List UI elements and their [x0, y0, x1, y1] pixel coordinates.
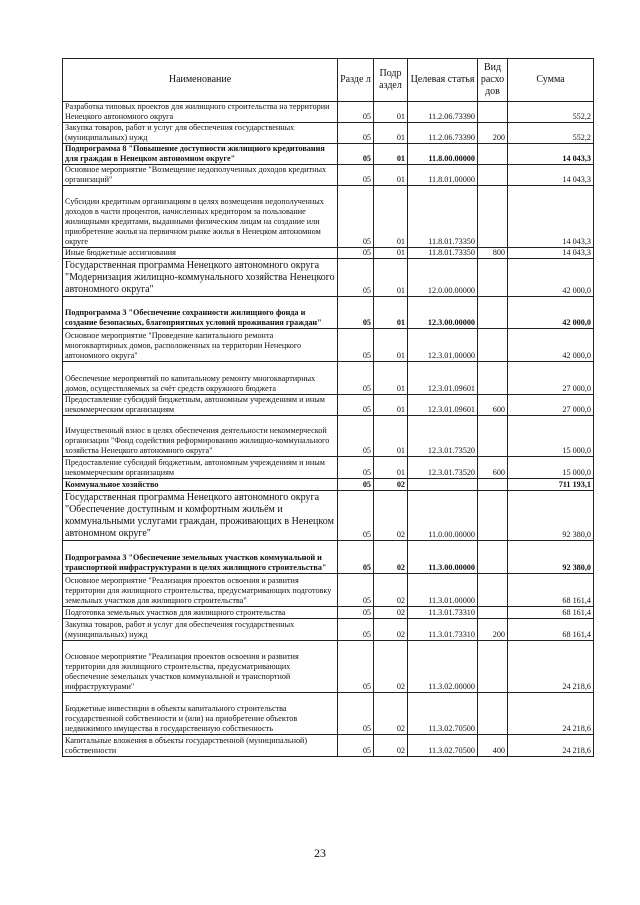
row-razdel: 05 — [338, 641, 374, 693]
row-vid — [478, 362, 508, 395]
table-row — [63, 248, 594, 259]
row-sum: 24 218,6 — [508, 641, 594, 693]
row-vid: 200 — [478, 619, 508, 641]
row-name: Бюджетные инвестиции в объекты капитального строительства государственной собственности и (или) на приобретение объектов недвижимого имущества в государственную собственность — [63, 693, 338, 735]
row-target: 11.0.00.00000 — [408, 491, 478, 541]
row-vid: 800 — [478, 248, 508, 259]
row-target: 11.3.01.00000 — [408, 574, 478, 607]
row-name: Имущественный взнос в целях обеспечения деятельности некоммерческой организации "Фонд содействия реформированию жилищно-коммунального хозяйства Ненецкого автономного округа" — [63, 416, 338, 457]
row-name: Государственная программа Ненецкого автономного округа "Обеспечение доступным и комфортным жильём и коммунальными услугами граждан, проживающих в Ненецком автономном округе" — [63, 491, 338, 541]
row-razdel: 05 — [338, 491, 374, 541]
header-vid: Вид расхо дов — [478, 59, 508, 102]
row-razdel: 05 — [338, 416, 374, 457]
table-row — [63, 165, 594, 186]
row-sum: 24 218,6 — [508, 735, 594, 757]
row-podrazdel: 02 — [374, 479, 408, 491]
row-name: Обеспечение мероприятий по капитальному ремонту многоквартирных домов, осуществляемых за счёт средств окружного бюджета — [63, 362, 338, 395]
table-row — [63, 574, 594, 607]
row-target: 11.3.02.70500 — [408, 735, 478, 757]
row-vid — [478, 541, 508, 574]
row-target: 11.8.01.00000 — [408, 165, 478, 186]
row-target: 11.3.02.70500 — [408, 693, 478, 735]
row-sum: 14 043,3 — [508, 165, 594, 186]
row-sum: 552,2 — [508, 102, 594, 123]
row-razdel: 05 — [338, 362, 374, 395]
row-razdel: 05 — [338, 248, 374, 259]
header-name: Наименование — [63, 59, 338, 102]
row-target: 11.8.01.73350 — [408, 186, 478, 248]
row-vid: 400 — [478, 735, 508, 757]
table-row — [63, 123, 594, 144]
row-sum: 27 000,0 — [508, 395, 594, 416]
row-name: Закупка товаров, работ и услуг для обеспечения государственных (муниципальных) нужд — [63, 123, 338, 144]
row-target: 11.3.01.73310 — [408, 619, 478, 641]
row-target: 12.3.01.73520 — [408, 416, 478, 457]
row-sum: 14 043,3 — [508, 186, 594, 248]
row-vid — [478, 607, 508, 619]
row-vid: 200 — [478, 123, 508, 144]
row-razdel: 05 — [338, 123, 374, 144]
row-podrazdel: 01 — [374, 395, 408, 416]
row-sum: 15 000,0 — [508, 457, 594, 479]
table-row — [63, 491, 594, 541]
table-row — [63, 735, 594, 757]
row-name: Капитальные вложения в объекты государственной (муниципальной) собственности — [63, 735, 338, 757]
row-name: Предоставление субсидий бюджетным, автономным учреждениям и иным некоммерческим организациям — [63, 395, 338, 416]
row-razdel: 05 — [338, 102, 374, 123]
row-vid: 600 — [478, 457, 508, 479]
row-vid — [478, 144, 508, 165]
row-name: Государственная программа Ненецкого автономного округа "Модернизация жилищно-коммунального хозяйства Ненецкого автономного округа" — [63, 259, 338, 297]
row-razdel: 05 — [338, 329, 374, 362]
row-target: 12.3.01.00000 — [408, 329, 478, 362]
row-podrazdel: 02 — [374, 541, 408, 574]
row-target: 11.2.06.73390 — [408, 123, 478, 144]
row-name: Субсидии кредитным организациям в целях возмещения недополученных доходов в части процентов, начисленных кредитором за пользование жилищными кредитами, выданными физическим лицам на создание или приобретение жилья на первичном рынке жилья в Ненецком автономном округе — [63, 186, 338, 248]
table-row — [63, 619, 594, 641]
row-podrazdel: 02 — [374, 491, 408, 541]
table-row — [63, 607, 594, 619]
row-sum: 92 380,0 — [508, 541, 594, 574]
row-target: 11.2.06.73390 — [408, 102, 478, 123]
row-podrazdel: 02 — [374, 735, 408, 757]
row-sum: 14 043,3 — [508, 248, 594, 259]
table-row-section — [63, 479, 594, 491]
row-razdel: 05 — [338, 607, 374, 619]
row-podrazdel: 01 — [374, 259, 408, 297]
row-podrazdel: 01 — [374, 297, 408, 329]
row-razdel: 05 — [338, 165, 374, 186]
row-podrazdel: 01 — [374, 362, 408, 395]
row-sum: 42 000,0 — [508, 297, 594, 329]
row-name: Подпрограмма 3 "Обеспечение земельных участков коммунальной и транспортной инфраструктурами в целях жилищного строительства" — [63, 541, 338, 574]
row-razdel: 05 — [338, 541, 374, 574]
row-podrazdel: 02 — [374, 641, 408, 693]
row-vid — [478, 491, 508, 541]
row-podrazdel: 01 — [374, 457, 408, 479]
row-sum: 68 161,4 — [508, 607, 594, 619]
row-sum: 42 000,0 — [508, 329, 594, 362]
row-name: Подпрограмма 8 "Повышение доступности жилищного кредитования для граждан в Ненецком автономном округе" — [63, 144, 338, 165]
row-name: Разработка типовых проектов для жилищного строительства на территории Ненецкого автономного округа — [63, 102, 338, 123]
row-sum: 711 193,1 — [508, 479, 594, 491]
row-sum: 27 000,0 — [508, 362, 594, 395]
row-target: 11.8.01.73350 — [408, 248, 478, 259]
table-row — [63, 641, 594, 693]
table-row — [63, 329, 594, 362]
header-podrazdel: Подр аздел — [374, 59, 408, 102]
row-name: Подпрограмма 3 "Обеспечение сохранности жилищного фонда и создание безопасных, благоприятных условий проживания граждан" — [63, 297, 338, 329]
row-sum: 42 000,0 — [508, 259, 594, 297]
row-name: Основное мероприятие "Возмещение недополученных доходов кредитных организаций" — [63, 165, 338, 186]
table-row — [63, 362, 594, 395]
row-target: 11.3.02.00000 — [408, 641, 478, 693]
row-vid: 600 — [478, 395, 508, 416]
row-sum: 15 000,0 — [508, 416, 594, 457]
table-row — [63, 395, 594, 416]
row-podrazdel: 01 — [374, 329, 408, 362]
row-name: Основное мероприятие "Проведение капитального ремонта многоквартирных домов, расположенных на территории Ненецкого автономного округа" — [63, 329, 338, 362]
row-vid — [478, 102, 508, 123]
row-razdel: 05 — [338, 693, 374, 735]
row-podrazdel: 01 — [374, 102, 408, 123]
row-target: 12.3.01.09601 — [408, 362, 478, 395]
row-vid — [478, 416, 508, 457]
row-razdel: 05 — [338, 259, 374, 297]
row-name: Подготовка земельных участков для жилищного строительства — [63, 607, 338, 619]
row-razdel: 05 — [338, 186, 374, 248]
row-target: 12.3.01.73520 — [408, 457, 478, 479]
row-podrazdel: 01 — [374, 186, 408, 248]
header-razdel: Разде л — [338, 59, 374, 102]
row-razdel: 05 — [338, 574, 374, 607]
row-podrazdel: 01 — [374, 416, 408, 457]
row-name: Основное мероприятие "Реализация проектов освоения и развития территории для жилищного строительства, предусматривающих подготовку земельных участков для жилищного строительства" — [63, 574, 338, 607]
row-vid — [478, 574, 508, 607]
table-row — [63, 102, 594, 123]
row-podrazdel: 02 — [374, 607, 408, 619]
row-vid — [478, 297, 508, 329]
row-target: 11.3.00.00000 — [408, 541, 478, 574]
row-sum: 68 161,4 — [508, 574, 594, 607]
row-podrazdel: 02 — [374, 619, 408, 641]
row-vid — [478, 186, 508, 248]
row-podrazdel: 01 — [374, 123, 408, 144]
table-row — [63, 416, 594, 457]
row-podrazdel: 01 — [374, 165, 408, 186]
row-podrazdel: 01 — [374, 144, 408, 165]
row-target — [408, 479, 478, 491]
row-razdel: 05 — [338, 144, 374, 165]
row-target: 11.3.01.73310 — [408, 607, 478, 619]
budget-table — [62, 58, 594, 757]
row-sum: 552,2 — [508, 123, 594, 144]
header-target: Целевая статья — [408, 59, 478, 102]
row-razdel: 05 — [338, 619, 374, 641]
table-row-subprogram — [63, 541, 594, 574]
row-vid — [478, 329, 508, 362]
row-name: Основное мероприятие "Реализация проектов освоения и развития территории для жилищного строительства, предусматривающих обеспечение земельных участков коммунальной и транспортной инфраструктурами" — [63, 641, 338, 693]
header-sum: Сумма — [508, 59, 594, 102]
table-row-subprogram — [63, 144, 594, 165]
row-podrazdel: 01 — [374, 248, 408, 259]
table-row-subprogram — [63, 297, 594, 329]
row-sum: 14 043,3 — [508, 144, 594, 165]
page-number: 23 — [314, 846, 326, 860]
row-vid — [478, 641, 508, 693]
row-name: Иные бюджетные ассигнования — [63, 248, 338, 259]
row-name: Коммунальное хозяйство — [63, 479, 338, 491]
row-sum: 24 218,6 — [508, 693, 594, 735]
row-razdel: 05 — [338, 457, 374, 479]
row-target: 12.3.00.00000 — [408, 297, 478, 329]
row-sum: 92 380,0 — [508, 491, 594, 541]
row-podrazdel: 02 — [374, 693, 408, 735]
row-razdel: 05 — [338, 479, 374, 491]
row-target: 12.3.01.09601 — [408, 395, 478, 416]
row-podrazdel: 02 — [374, 574, 408, 607]
table-row — [63, 186, 594, 248]
row-target: 12.0.00.00000 — [408, 259, 478, 297]
row-vid — [478, 259, 508, 297]
row-name: Предоставление субсидий бюджетным, автономным учреждениям и иным некоммерческим организациям — [63, 457, 338, 479]
row-vid — [478, 479, 508, 491]
row-vid — [478, 693, 508, 735]
table-header-row — [63, 59, 594, 102]
row-razdel: 05 — [338, 395, 374, 416]
row-razdel: 05 — [338, 297, 374, 329]
row-razdel: 05 — [338, 735, 374, 757]
row-vid — [478, 165, 508, 186]
row-name: Закупка товаров, работ и услуг для обеспечения государственных (муниципальных) нужд — [63, 619, 338, 641]
row-target: 11.8.00.00000 — [408, 144, 478, 165]
table-row — [63, 457, 594, 479]
table-row — [63, 693, 594, 735]
row-sum: 68 161,4 — [508, 619, 594, 641]
table-row — [63, 259, 594, 297]
